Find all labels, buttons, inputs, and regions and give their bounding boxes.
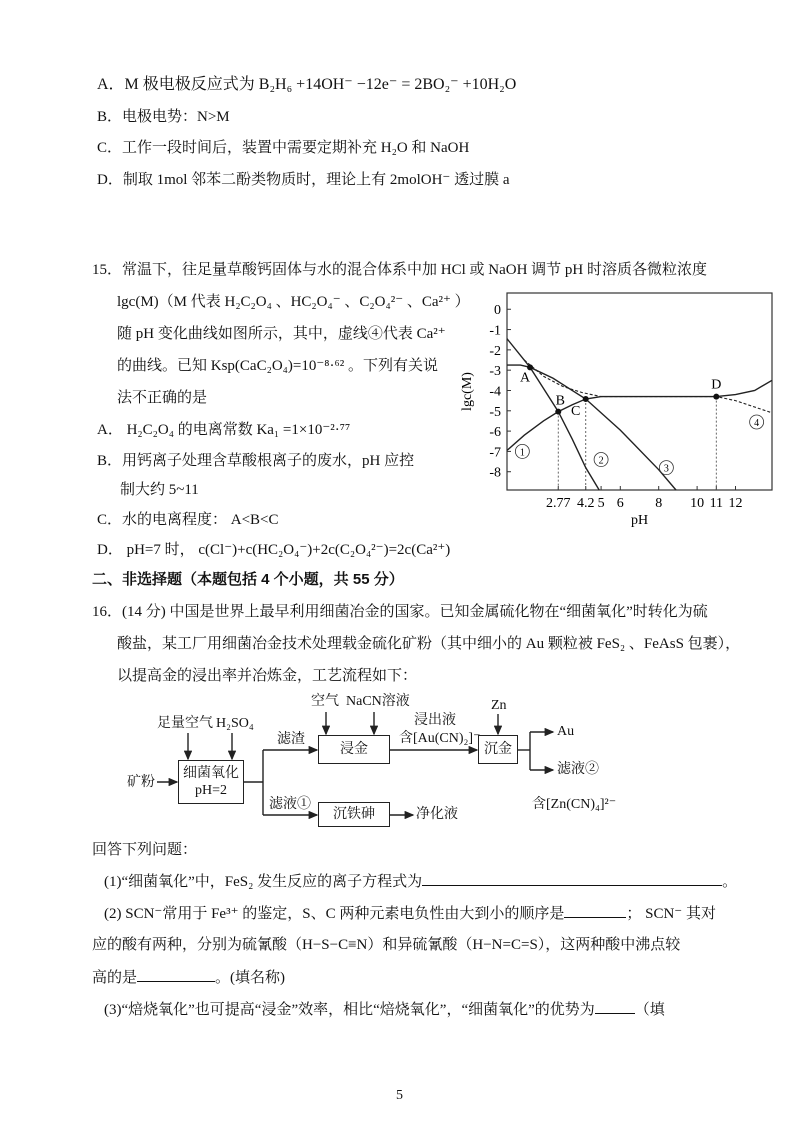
flow-bio-oxidation-ph: pH=2 [194,783,227,798]
flow-precip-gold-box [478,735,518,764]
section2-title: 二、非选择题（本题包括 4 个小题，共 55 分） [92,571,404,588]
x-tick-label: 12 [728,496,743,511]
flow-bio-oxidation-label: 细菌氧化 [183,766,239,781]
q16-sub2-text: ； SCN⁻ 其对 [626,906,716,922]
series-label-text: 4 [754,417,760,429]
flow-zn: Zn [491,698,507,713]
series-label-text: 1 [519,447,525,459]
x-tick-label: 8 [655,496,663,511]
flow-purified: 净化液 [416,807,458,822]
q16-sub2 [104,903,716,924]
y-tick-label: -6 [489,425,501,441]
q14-option-b: B．电极电势：N>M [97,109,230,125]
y-tick-label: -8 [489,465,501,481]
flow-filtrate2-note: 含[Zn(CN)₄]²⁻ [532,797,617,812]
q16-sub2-end [92,967,285,988]
q15-stem-line: 法不正确的是 [117,390,208,406]
q16-sub2-text: (2) SCN⁻常用于 Fe³⁺ 的鉴定，S、C 两种元素电负性由大到小的顺序是 [104,906,565,922]
q15-stem-line: 15．常温下，往足量草酸钙固体与水的混合体系中加 HCl 或 NaOH 调节 pH 时溶质各微粒浓度 [92,262,707,278]
answer-blank[interactable] [564,903,626,918]
point-label: B [555,393,565,409]
q16-stem-line: 以提高金的浸出率并冶炼金，工艺流程如下： [117,668,418,684]
answer-blank[interactable] [595,999,635,1014]
flow-fe-as-label: 沉铁砷 [333,807,375,822]
flow-residue: 滤渣 [277,732,305,747]
point-label: D [711,377,722,393]
q16-sub2-text: 高的是 [92,970,138,986]
q15-option-c: C．水的电离程度： A<B<C [97,512,279,528]
series-label-text: 3 [663,463,669,475]
q15-option-d: D． pH=7 时， c(Cl⁻)+c(HC₂O₄⁻)+2c(C₂O₄²⁻)=2c(Ca²⁺) [97,542,451,558]
y-axis-label: lgc(M) [460,372,475,411]
flow-fe-as-box [318,802,390,827]
q14-option-d: D．制取 1mol 邻苯二酚类物质时，理论上有 2molOH⁻ 透过膜 a [97,172,510,188]
q16-answer-intro: 回答下列问题： [92,842,198,858]
series-label-text: 2 [598,455,604,467]
q16-stem-line: 酸盐，某工厂用细菌冶金技术处理载金硫化矿粉（其中细小的 Au 颗粒被 FeS₂ 、FeAsS 包裹）， [117,636,741,652]
flow-precip-gold-label: 沉金 [484,742,512,757]
q16-sub1-end: 。 [722,874,738,890]
flow-filtrate2: 滤液② [557,762,599,777]
q16-stem-line: 16．(14 分) 中国是世界上最早利用细菌冶金的国家。已知金属硫化物在“细菌氧化”时转化为硫 [92,604,708,620]
flow-leachate-content: 含[Au(CN)₂]⁻ [399,731,481,746]
x-tick-label: 11 [709,496,724,511]
q15-stem-line: 的曲线。已知 Ksp(CaC₂O₄)=10⁻⁸·⁶² 。下列有关说 [117,358,438,374]
q15-stem-line: lgc(M)（M 代表 H₂C₂O₄ 、HC₂O₄⁻ 、C₂O₄²⁻ 、Ca²⁺ ） [117,294,470,310]
y-tick-label: -2 [489,343,501,359]
q15-option-b: B．用钙离子处理含草酸根离子的废水，pH 应控 [97,453,415,469]
q14-option-c: C．工作一段时间后，装置中需要定期补充 H₂O 和 NaOH [97,140,470,156]
y-tick-label: 0 [494,303,501,319]
y-tick-label: -1 [489,323,501,339]
y-tick-label: -5 [489,404,501,420]
q15-stem-line: 随 pH 变化曲线如图所示，其中，虚线④代表 Ca²⁺ [117,326,446,342]
x-tick-label: 6 [616,496,624,511]
answer-blank[interactable] [137,967,215,982]
flow-bio-oxidation-box [178,760,244,804]
flow-leachate: 浸出液 [414,713,456,728]
flow-air-excess: 足量空气 [157,716,213,731]
flow-air: 空气 [311,694,339,709]
x-tick-label: 10 [690,496,705,511]
flow-au: Au [557,724,575,739]
q15-option-b-cont: 制大约 5~11 [120,482,199,498]
q14-option-a: A．M 极电极反应式为 B₂H₆ +14OH⁻ −12e⁻ = 2BO₂⁻ +10H₂O [97,76,517,93]
q16-sub1-text: (1)“细菌氧化”中，FeS₂ 发生反应的离子方程式为 [104,874,423,890]
flow-filtrate1: 滤液① [269,797,311,812]
point-label: A [519,370,531,386]
x-tick-label: 4.2 [576,496,595,511]
q15-option-a: A． H₂C₂O₄ 的电离常数 Ka₁ =1×10⁻²·⁷⁷ [97,422,351,438]
q16-sub3 [104,999,665,1020]
x-tick-label: 2.77 [546,496,571,511]
q16-sub3-text: （填 [634,1002,665,1018]
page-number: 5 [396,1088,403,1103]
x-tick-label: 5 [597,496,605,511]
q16-sub3-text: (3)“焙烧氧化”也可提高“浸金”效率，相比“焙烧氧化”，“细菌氧化”的优势为 [104,1002,595,1018]
flow-h2so4: H₂SO₄ [216,716,254,731]
q16-sub2-text: 。(填名称) [215,970,286,986]
y-tick-label: -3 [489,364,501,380]
point-label: C [571,404,581,420]
flow-leach-box [318,735,390,764]
flow-nacn: NaCN溶液 [346,694,410,709]
flow-ore: 矿粉 [127,775,155,790]
q16-sub1 [104,871,737,892]
q16-sub2-cont: 应的酸有两种，分别为硫氰酸（H−S−C≡N）和异硫氰酸（H−N=C=S），这两种酸中沸点较 [92,937,681,953]
y-tick-label: -4 [489,384,501,400]
answer-blank[interactable] [422,871,722,886]
flow-leach-label: 浸金 [340,742,368,757]
y-tick-label: -7 [489,445,501,461]
x-axis-label: pH [630,513,649,528]
